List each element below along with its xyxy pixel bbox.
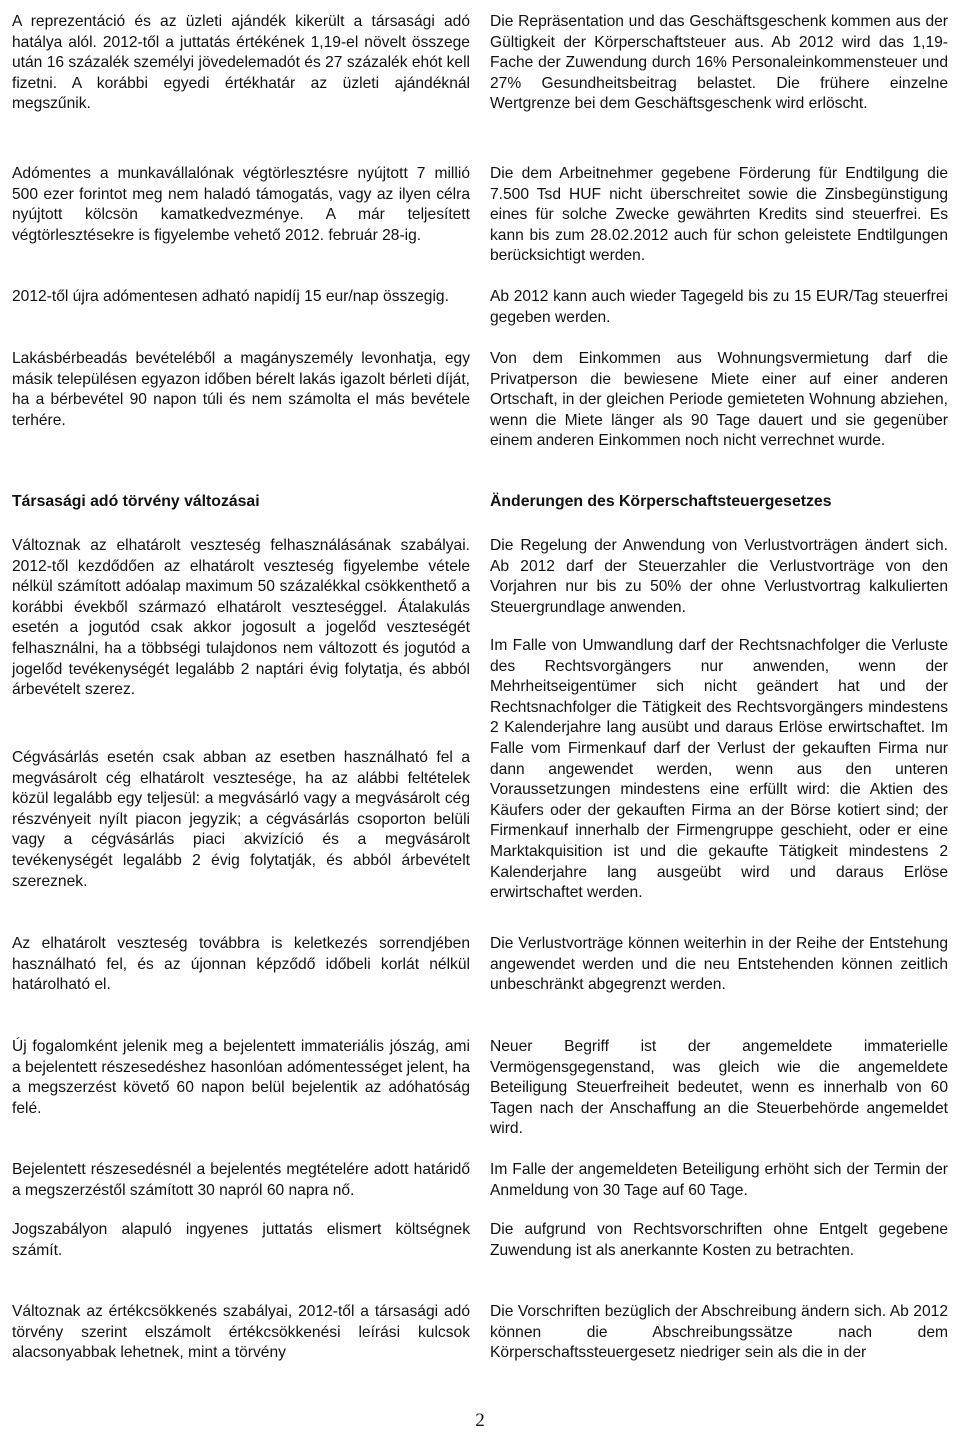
paragraph-final-repayment-de: Die dem Arbeitnehmer gegebene Förderung für Endtilgung die 7.500 Tsd HUF nicht überschreitet sowie die Zinsbegünstigung eines für solche Zwecke gewährten Kredits sind steuerfrei. Es kann bis zum 28.02.2012 auch für schon geleistete Endtilgungen berücksichtigt werden.	[490, 165, 948, 265]
paragraph-loss-carryforward-hu: Változnak az elhatárolt veszteség felhasználásának szabályai. 2012-től kezdődően az elhatárolt veszteség figyelembe vétele nélkül számított adóalap maximum 50 százalékkal csökkenthető a korábbi évekből származó elhatárolt veszteséggel. Átalakulás esetén a jogutód csak akkor jogosult a jogelőd veszteségét felhasználni, ha a többségi tulajdonos nem változott és jogutód a jogelőd tevékenységét legalább 2 naptári évig folytatja, és abból árbevételt szerez.	[12, 537, 470, 699]
paragraph-loss-carryforward-de: Die Regelung der Anwendung von Verlustvorträgen ändert sich. Ab 2012 darf der Steuerzahler die Verlustvorträge von den Vorjahren nur bis zu 50% der ohne Verlustvortrag kalkulierten Steuergrundlage anwenden.	[490, 537, 948, 616]
paragraph-gift-representation-de: Die Repräsentation und das Geschäftsgeschenk kommen aus der Gültigkeit der Körperschaftsteuer aus. Ab 2012 wird das 1,19-Fache der Zuwendung durch 16% Personaleinkommensteuer und 27% Gesundheitsbeitrag belastet. Die frühere einzelne Wertgrenze bei dem Geschäftsgeschenk wird erlöscht.	[490, 13, 948, 113]
paragraph-daily-allowance-de: Ab 2012 kann auch wieder Tagegeld bis zu 15 EUR/Tag steuerfrei gegeben werden.	[490, 288, 948, 326]
paragraph-loss-order-hu: Az elhatárolt veszteség továbbra is keletkezés sorrendjében használható fel, és az újonnan képződő időbeli korlát nélkül határolható el.	[12, 935, 470, 994]
paragraph-participation-deadline-hu: Bejelentett részesedésnél a bejelentés megtételére adott határidő a megszerzéstől számított 30 napról 60 napra nő.	[12, 1161, 470, 1199]
paragraph-rental-income-de: Von dem Einkommen aus Wohnungsvermietung darf die Privatperson die bewiesene Miete einer auf einer anderen Ortschaft, in der gleichen Periode gemieteten Wohnung abziehen, wenn die Miete länger als 90 Tage dauert und sie gegenüber einem anderen Einkommen noch nicht verrechnet wurde.	[490, 350, 948, 450]
page-number: 2	[475, 1410, 485, 1431]
paragraph-final-repayment-hu: Adómentes a munkavállalónak végtörlesztésre nyújtott 7 millió 500 ezer forintot meg nem haladó támogatás, vagy az ilyen célra nyújtott kölcsön kamatkedvezménye. A már teljesített végtörlesztésekre is figyelembe vehető 2012. február 28-ig.	[12, 165, 470, 244]
paragraph-depreciation-hu: Változnak az értékcsökkenés szabályai, 2012-től a társasági adó törvény szerint elszámolt értékcsökkenési leírási kulcsok alacsonyabbak lehetnek, mint a törvény	[12, 1303, 470, 1362]
paragraph-loss-order-de: Die Verlustvorträge können weiterhin in der Reihe der Entstehung angewendet werden und die neu Entstehenden können zeitlich unbeschränkt abgegrenzt werden.	[490, 935, 948, 994]
paragraph-intangible-asset-de: Neuer Begriff ist der angemeldete immaterielle Vermögensgegenstand, was gleich wie die angemeldete Beteiligung Steuerfreiheit bedeutet, wenn es innerhalb von 60 Tagen nach der Anschaffung an die Steuerbehörde angemeldet wird.	[490, 1038, 948, 1138]
paragraph-daily-allowance-hu: 2012-től újra adómentesen adható napidíj 15 eur/nap összegig.	[12, 288, 449, 305]
section-heading-hu: Társasági adó törvény változásai	[12, 493, 260, 510]
paragraph-company-purchase-hu: Cégvásárlás esetén csak abban az esetben használható fel a megvásárolt cég elhatárolt vesztesége, ha az alábbi feltételek közül legalább egy teljesül: a megvásárló vagy a megvásárolt cég részvényeit nyílt piacon jegyzik; a cégvásárlás csoporton belüli vagy a cégvásárlás piaci akvizíció és a megvásárolt tevékenységét legalább 2 évig folytatják, és abból árbevételt szereznek.	[12, 749, 470, 890]
document-page	[12, 12, 948, 1362]
paragraph-gift-representation-hu: A reprezentáció és az üzleti ajándék kikerült a társasági adó hatálya alól. 2012-től a juttatás értékének 1,19-el növelt összege után 16 százalék személyi jövedelemadót és 27 százalék ehót kell fizetni. A korábbi egyedi értékhatár az üzleti ajándéknál megszűnik.	[12, 13, 470, 113]
paragraph-depreciation-de: Die Vorschriften bezüglich der Abschreibung ändern sich. Ab 2012 können die Abschreibungssätze nach dem Körperschaftssteuergesetz niedriger sein als die in der	[490, 1303, 948, 1362]
paragraph-rental-income-hu: Lakásbérbeadás bevételéből a magányszemély levonhatja, egy másik településen egyazon időben bérelt lakás igazolt bérleti díját, ha a bérbevétel 90 napon túli és nem számolta el más bevétele terhére.	[12, 350, 470, 429]
paragraph-free-benefit-hu: Jogszabályon alapuló ingyenes juttatás elismert költségnek számít.	[12, 1221, 470, 1259]
paragraph-intangible-asset-hu: Új fogalomként jelenik meg a bejelentett immateriális jószág, ami a bejelentett részesedéshez hasonlóan adómentességet jelent, ha a megszerzést követő 60 napon belül bejelentik az adóhatóság felé.	[12, 1038, 470, 1117]
paragraph-restructuring-de: Im Falle von Umwandlung darf der Rechtsnachfolger die Verluste des Rechtsvorgängers nur anwenden, wenn der Mehrheitseigentümer sich nicht geändert hat und der Rechtsnachfolger die Tätigkeit des Rechtsvorgängers mindestens 2 Kalenderjahre lang ausübt und daraus Erlöse erwirtschaftet. Im Falle vom Firmenkauf darf der Verlust der gekauften Firma nur dann angewendet werden, wenn aus den unteren Voraussetzungen mindestens eine erfüllt wird: die Aktien des Käufers oder der gekauften Firma an der Börse kotiert sind; der Firmenkauf innerhalb der Firmengruppe geschieht, oder er eine Marktakquisition ist und die gekaufte Tätigkeit mindestens 2 Kalenderjahre lang ausgeübt wird und daraus Erlöse erwirtschaftet werden.	[490, 637, 948, 902]
paragraph-participation-deadline-de: Im Falle der angemeldeten Beteiligung erhöht sich der Termin der Anmeldung von 30 Tage auf 60 Tage.	[490, 1161, 948, 1199]
paragraph-free-benefit-de: Die aufgrund von Rechtsvorschriften ohne Entgelt gegebene Zuwendung ist als anerkannte Kosten zu betrachten.	[490, 1221, 948, 1259]
section-heading-de: Änderungen des Körperschaftsteuergesetzes	[490, 493, 832, 510]
